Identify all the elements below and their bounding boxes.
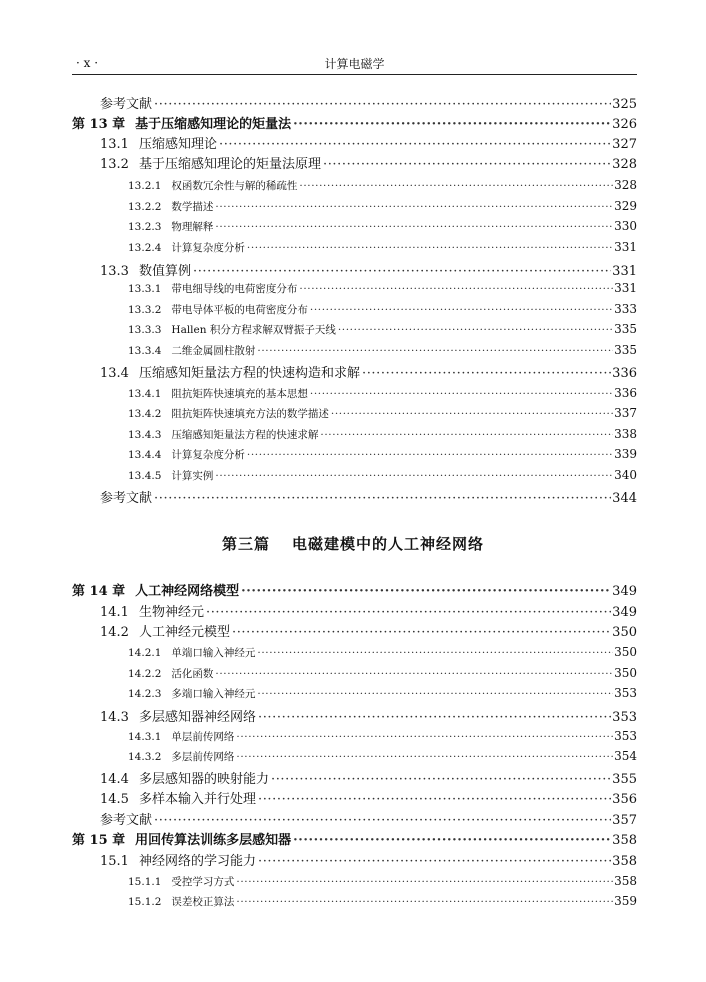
toc-entry-title: 单端口输入神经元 <box>171 647 256 659</box>
toc-entry[interactable] <box>100 93 637 112</box>
toc-entry[interactable] <box>128 219 637 234</box>
toc-entry-title: Hallen 积分方程求解双臂振子天线 <box>171 324 336 336</box>
toc-entry-page: 329 <box>614 199 637 213</box>
toc-entry-page: 333 <box>614 302 637 316</box>
dot-leader <box>215 470 613 482</box>
toc-entry[interactable] <box>128 686 637 701</box>
dot-leader <box>258 854 611 869</box>
toc-entry-number: 13.2.1 <box>128 180 162 192</box>
toc-entry-page: 337 <box>614 406 637 420</box>
dot-leader <box>154 97 611 112</box>
running-header <box>72 54 637 75</box>
toc-entry-title: 二维金属圆柱散射 <box>171 345 256 357</box>
toc-entry-title: 数值算例 <box>138 264 191 279</box>
toc-entry[interactable] <box>100 260 637 279</box>
toc-entry-title: 基于压缩感知理论的矩量法原理 <box>138 157 321 172</box>
toc-entry[interactable] <box>128 302 637 317</box>
toc-entry-number: 15.1.2 <box>128 896 162 908</box>
dot-leader <box>215 201 613 213</box>
toc-entry-title: 多层感知器的映射能力 <box>138 772 269 787</box>
toc-entry[interactable] <box>128 874 637 889</box>
toc-entry-title: 基于压缩感知理论的矩量法 <box>135 117 292 132</box>
toc-entry[interactable] <box>128 178 637 193</box>
toc-entry-number: 13.3.2 <box>128 304 162 316</box>
toc-entry-page: 350 <box>614 666 637 680</box>
toc-entry-page: 356 <box>612 792 637 807</box>
dot-leader <box>215 668 613 680</box>
toc-entry-title: 多层感知器神经网络 <box>138 710 256 725</box>
toc-entry-number: 13.2.2 <box>128 201 162 213</box>
toc-entry-page: 336 <box>614 386 637 400</box>
dot-leader <box>258 792 611 807</box>
toc-entry-page: 358 <box>614 874 637 888</box>
toc-entry-title: 参考文献 <box>100 813 153 828</box>
part-number: 第三篇 <box>221 535 270 553</box>
dot-leader <box>236 876 613 888</box>
toc-entry-number: 第 13 章 <box>72 117 126 132</box>
dot-leader <box>236 896 613 908</box>
toc-entry-number: 13.1 <box>100 137 129 152</box>
toc-entry[interactable] <box>72 113 637 132</box>
dot-leader <box>236 751 613 763</box>
toc-entry-number: 13.2 <box>100 157 129 172</box>
dot-leader <box>154 813 611 828</box>
dot-leader <box>362 366 611 381</box>
toc-entry[interactable] <box>128 406 637 421</box>
toc-entry-page: 335 <box>614 343 637 357</box>
toc-entry-page: 358 <box>612 854 637 869</box>
toc-entry-number: 13.4 <box>100 366 129 381</box>
toc-entry-page: 353 <box>612 710 637 725</box>
toc-entry-title: 生物神经元 <box>138 605 204 620</box>
dot-leader <box>320 429 613 441</box>
dot-leader <box>331 408 613 420</box>
toc-entry-title: 单层前传网络 <box>171 731 235 743</box>
toc-entry-title: 压缩感知矩量法方程的快速构造和求解 <box>138 366 360 381</box>
toc-entry-title: 计算复杂度分析 <box>171 449 245 461</box>
dot-leader <box>241 584 611 599</box>
toc-entry-number: 14.2.1 <box>128 647 162 659</box>
toc-entry-page: 331 <box>614 281 637 295</box>
dot-leader <box>293 833 611 848</box>
dot-leader <box>154 491 611 506</box>
toc-entry[interactable] <box>100 362 637 381</box>
toc-entry-title: 多样本输入并行处理 <box>138 792 256 807</box>
toc-entry[interactable] <box>128 240 637 255</box>
toc-entry[interactable] <box>100 153 637 172</box>
toc-entry-title: 带电细导线的电荷密度分布 <box>171 283 298 295</box>
part-title: 电磁建模中的人工神经网络 <box>292 535 485 553</box>
toc-entry-title: 多端口输入神经元 <box>171 688 256 700</box>
toc-entry-page: 327 <box>612 137 637 152</box>
toc-entry[interactable] <box>128 447 637 462</box>
toc-entry-page: 349 <box>612 584 637 599</box>
toc-entry-number: 13.4.1 <box>128 388 162 400</box>
toc-entry[interactable] <box>128 427 637 442</box>
toc-entry[interactable] <box>128 199 637 214</box>
toc-entry[interactable] <box>128 729 637 744</box>
toc-entry-title: 受控学习方式 <box>171 876 235 888</box>
dot-leader <box>293 117 611 132</box>
toc-entry-page: 344 <box>612 491 637 506</box>
toc-entry-title: 活化函数 <box>171 668 214 680</box>
toc-entry-page: 359 <box>614 894 637 908</box>
toc-entry-number: 13.3 <box>100 264 129 279</box>
dot-leader <box>257 345 613 357</box>
dot-leader <box>257 647 613 659</box>
toc-entry-title: 用回传算法训练多层感知器 <box>135 833 292 848</box>
toc-entry[interactable] <box>100 809 637 828</box>
dot-leader <box>215 221 613 233</box>
toc-entry-page: 357 <box>612 813 637 828</box>
toc-entry-page: 331 <box>614 240 637 254</box>
dot-leader <box>258 710 611 725</box>
dot-leader <box>236 731 613 743</box>
toc-entry[interactable] <box>128 749 637 764</box>
toc-entry[interactable] <box>100 133 637 152</box>
toc-entry-page: 330 <box>614 219 637 233</box>
dot-leader <box>299 180 613 192</box>
toc-entry-title: 参考文献 <box>100 491 153 506</box>
toc-entry[interactable] <box>72 829 637 848</box>
dot-leader <box>271 772 611 787</box>
toc-entry[interactable] <box>128 343 637 358</box>
dot-leader <box>219 137 611 152</box>
toc-entry-title: 权函数冗余性与解的稀疏性 <box>171 180 298 192</box>
toc-entry-page: 355 <box>612 772 637 787</box>
toc-entry-title: 阻抗矩阵快速填充的基本思想 <box>171 388 308 400</box>
toc-entry-title: 阻抗矩阵快速填充方法的数学描述 <box>171 408 329 420</box>
toc-entry-page: 338 <box>614 427 637 441</box>
toc-entry-number: 14.3 <box>100 710 129 725</box>
toc-entry[interactable] <box>128 666 637 681</box>
toc-entry-number: 13.3.1 <box>128 283 162 295</box>
toc-entry-title: 压缩感知理论 <box>138 137 217 152</box>
toc-entry-page: 339 <box>614 447 637 461</box>
toc-entry-page: 350 <box>612 625 637 640</box>
toc-entry-page: 340 <box>614 468 637 482</box>
toc-entry-number: 15.1.1 <box>128 876 162 888</box>
dot-leader <box>310 388 613 400</box>
toc-entry-number: 13.3.3 <box>128 324 162 336</box>
toc-entry-page: 328 <box>614 178 637 192</box>
dot-leader <box>257 688 613 700</box>
toc-entry-number: 13.4.4 <box>128 449 162 461</box>
toc-entry[interactable] <box>72 580 637 599</box>
toc-entry[interactable] <box>100 601 637 620</box>
toc-entry-page: 335 <box>614 322 637 336</box>
toc-entry-title: 带电导体平板的电荷密度分布 <box>171 304 308 316</box>
toc-entry-page: 325 <box>612 97 637 112</box>
toc-entry-number: 13.2.4 <box>128 242 162 254</box>
toc-entry-number: 第 15 章 <box>72 833 126 848</box>
toc-entry-title: 计算复杂度分析 <box>171 242 245 254</box>
toc-entry[interactable] <box>100 487 637 506</box>
toc-entry-number: 13.2.3 <box>128 221 162 233</box>
toc-entry-title: 人工神经网络模型 <box>135 584 240 599</box>
dot-leader <box>299 283 613 295</box>
toc-entry-page: 328 <box>612 157 637 172</box>
toc-entry-page: 354 <box>614 749 637 763</box>
toc-entry-number: 14.5 <box>100 792 129 807</box>
toc-entry-title: 多层前传网络 <box>171 751 235 763</box>
toc-entry[interactable] <box>100 768 637 787</box>
toc-entry-title: 压缩感知矩量法方程的快速求解 <box>171 429 319 441</box>
toc-entry-title: 数学描述 <box>171 201 214 213</box>
toc-entry[interactable] <box>128 281 637 296</box>
part-heading <box>0 533 706 554</box>
toc-entry-number: 13.4.2 <box>128 408 162 420</box>
toc-entry[interactable] <box>100 706 637 725</box>
toc-entry-number: 第 14 章 <box>72 584 126 599</box>
toc-entry[interactable] <box>100 788 637 807</box>
dot-leader <box>247 242 613 254</box>
toc-entry-page: 353 <box>614 686 637 700</box>
toc-entry-title: 物理解释 <box>171 221 214 233</box>
toc-entry-page: 358 <box>612 833 637 848</box>
toc-entry-number: 15.1 <box>100 854 129 869</box>
toc-entry-title: 人工神经元模型 <box>138 625 230 640</box>
dot-leader <box>206 605 611 620</box>
toc-entry-number: 14.4 <box>100 772 129 787</box>
toc-entry-number: 14.1 <box>100 605 129 620</box>
dot-leader <box>193 264 611 279</box>
toc-entry-page: 336 <box>612 366 637 381</box>
toc-entry-number: 13.4.5 <box>128 470 162 482</box>
toc-entry-number: 14.2 <box>100 625 129 640</box>
toc-entry-number: 14.2.3 <box>128 688 162 700</box>
toc-entry-page: 349 <box>612 605 637 620</box>
toc-entry-page: 353 <box>614 729 637 743</box>
toc-entry[interactable] <box>128 645 637 660</box>
toc-entry-title: 神经网络的学习能力 <box>138 854 256 869</box>
dot-leader <box>232 625 611 640</box>
toc-entry-page: 326 <box>612 117 637 132</box>
dot-leader <box>310 304 613 316</box>
dot-leader <box>338 324 613 336</box>
toc-entry[interactable] <box>100 621 637 640</box>
toc-entry-number: 14.3.1 <box>128 731 162 743</box>
header-page-number: · x · <box>76 56 99 70</box>
toc-entry-number: 13.4.3 <box>128 429 162 441</box>
toc-entry-number: 13.3.4 <box>128 345 162 357</box>
toc-entry[interactable] <box>128 322 637 337</box>
toc-entry[interactable] <box>100 850 637 869</box>
toc-entry-page: 331 <box>612 264 637 279</box>
toc-entry-title: 误差校正算法 <box>171 896 235 908</box>
dot-leader <box>323 157 611 172</box>
dot-leader <box>247 449 613 461</box>
header-book-title: 计算电磁学 <box>324 57 385 71</box>
toc-entry[interactable] <box>128 894 637 909</box>
toc-entry-title: 参考文献 <box>100 97 153 112</box>
toc-entry-page: 350 <box>614 645 637 659</box>
toc-entry[interactable] <box>128 386 637 401</box>
toc-entry[interactable] <box>128 468 637 483</box>
toc-entry-title: 计算实例 <box>171 470 214 482</box>
toc-entry-number: 14.3.2 <box>128 751 162 763</box>
toc-entry-number: 14.2.2 <box>128 668 162 680</box>
